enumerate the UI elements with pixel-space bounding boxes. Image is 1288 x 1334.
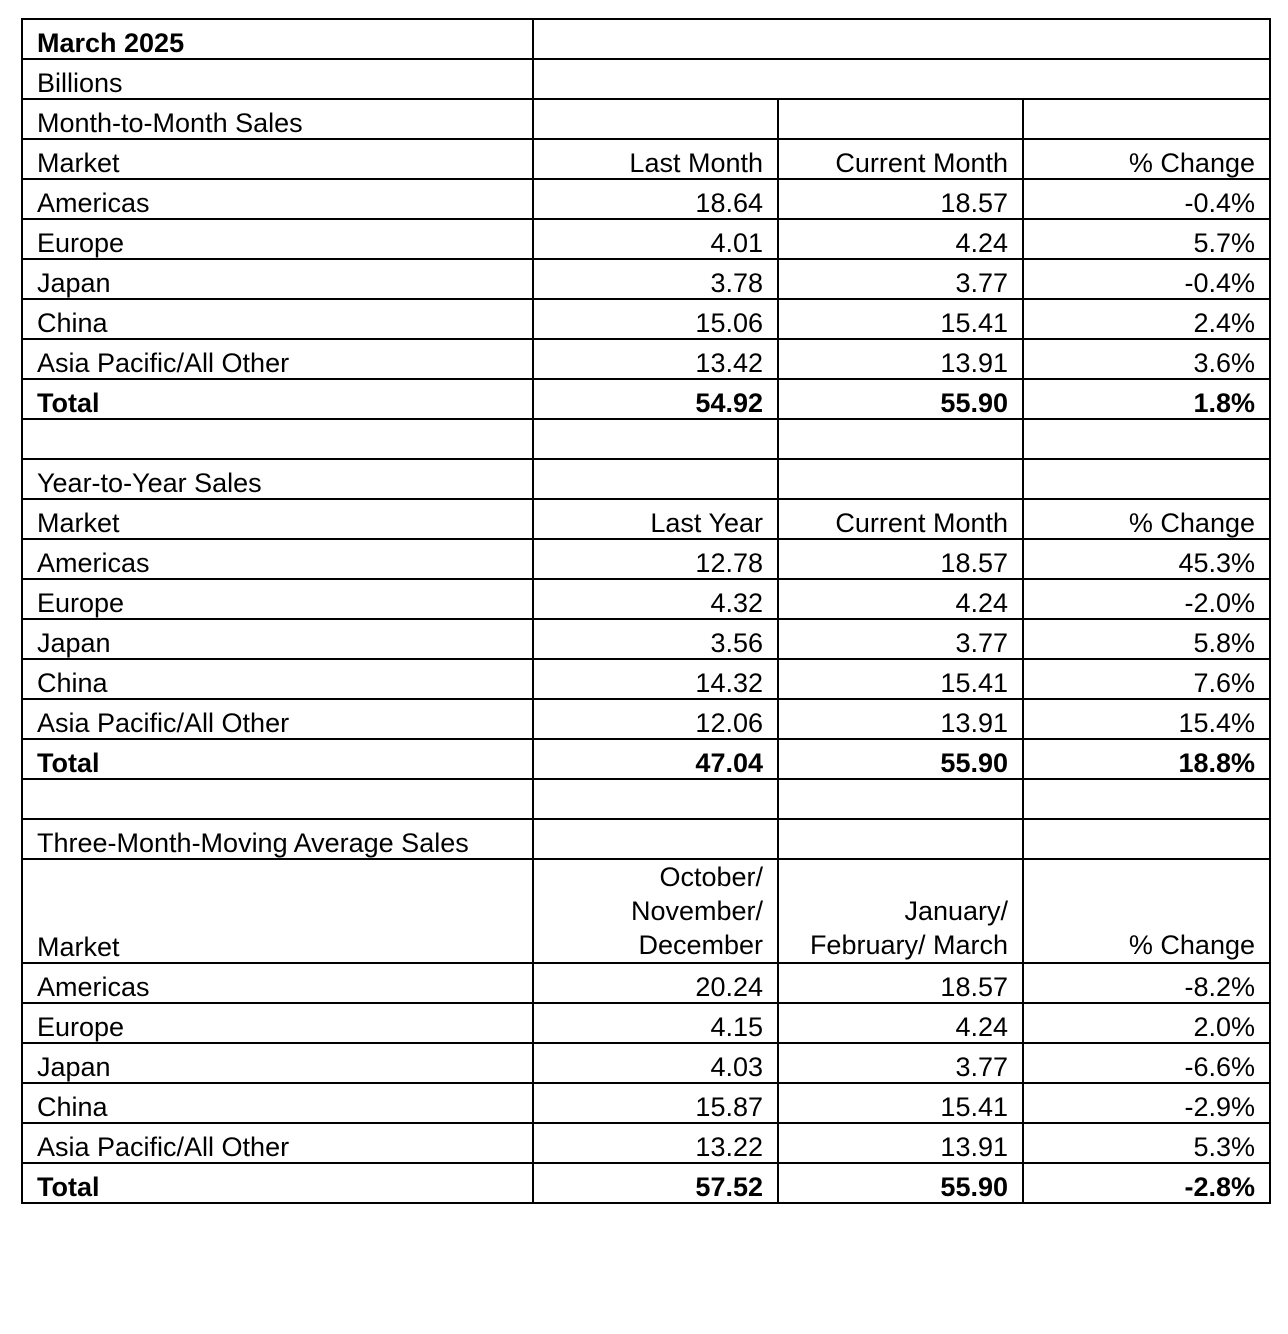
value-a-cell: 12.78 (533, 539, 778, 579)
blank-cell (533, 419, 778, 459)
blank-cell (778, 419, 1023, 459)
value-b-cell: 18.57 (778, 963, 1023, 1003)
column-header-period-b: January/ February/ March (778, 859, 1023, 963)
value-b-cell: 3.77 (778, 1043, 1023, 1083)
value-a-cell: 13.42 (533, 339, 778, 379)
total-row (22, 1163, 1270, 1203)
month-to-month-column-header-row (22, 139, 1270, 179)
spacer-row (22, 419, 1270, 459)
market-cell: Asia Pacific/All Other (22, 699, 533, 739)
change-cell: -8.2% (1023, 963, 1270, 1003)
market-cell: Japan (22, 619, 533, 659)
blank-cell (533, 19, 1270, 59)
value-b-cell: 18.57 (778, 179, 1023, 219)
market-cell: Asia Pacific/All Other (22, 339, 533, 379)
market-cell: Japan (22, 1043, 533, 1083)
table-row (22, 619, 1270, 659)
value-b-cell: 55.90 (778, 739, 1023, 779)
change-cell: 3.6% (1023, 339, 1270, 379)
change-cell: -2.0% (1023, 579, 1270, 619)
value-a-cell: 4.03 (533, 1043, 778, 1083)
market-cell: Europe (22, 1003, 533, 1043)
value-a-cell: 18.64 (533, 179, 778, 219)
market-cell: China (22, 1083, 533, 1123)
market-cell: Total (22, 739, 533, 779)
year-to-year-heading: Year-to-Year Sales (22, 459, 533, 499)
value-b-cell: 13.91 (778, 699, 1023, 739)
market-cell: Europe (22, 219, 533, 259)
month-to-month-heading-row (22, 99, 1270, 139)
column-header-market: Market (22, 859, 533, 963)
change-cell: -2.8% (1023, 1163, 1270, 1203)
blank-cell (1023, 459, 1270, 499)
column-header-change: % Change (1023, 499, 1270, 539)
market-cell: China (22, 299, 533, 339)
value-a-cell: 3.56 (533, 619, 778, 659)
total-row (22, 739, 1270, 779)
table-row (22, 259, 1270, 299)
blank-cell (1023, 819, 1270, 859)
unit-row (22, 59, 1270, 99)
value-a-cell: 20.24 (533, 963, 778, 1003)
value-a-cell: 14.32 (533, 659, 778, 699)
column-header-change: % Change (1023, 859, 1270, 963)
change-cell: -0.4% (1023, 179, 1270, 219)
blank-cell (778, 459, 1023, 499)
table-row (22, 1043, 1270, 1083)
column-header-market: Market (22, 499, 533, 539)
value-b-cell: 18.57 (778, 539, 1023, 579)
column-header-market: Market (22, 139, 533, 179)
market-cell: Americas (22, 179, 533, 219)
spacer-row (22, 779, 1270, 819)
year-to-year-column-header-row (22, 499, 1270, 539)
market-cell: Europe (22, 579, 533, 619)
value-b-cell: 3.77 (778, 259, 1023, 299)
change-cell: 5.8% (1023, 619, 1270, 659)
column-header-period-a: Last Year (533, 499, 778, 539)
market-cell: Asia Pacific/All Other (22, 1123, 533, 1163)
value-b-cell: 55.90 (778, 1163, 1023, 1203)
blank-cell (533, 99, 778, 139)
value-b-cell: 13.91 (778, 1123, 1023, 1163)
value-a-cell: 47.04 (533, 739, 778, 779)
total-row (22, 379, 1270, 419)
table-row (22, 299, 1270, 339)
table-row (22, 1123, 1270, 1163)
table-row (22, 579, 1270, 619)
three-month-moving-average-heading: Three-Month-Moving Average Sales (22, 819, 533, 859)
value-b-cell: 13.91 (778, 339, 1023, 379)
blank-cell (778, 779, 1023, 819)
report-title: March 2025 (22, 19, 533, 59)
market-cell: Japan (22, 259, 533, 299)
change-cell: 2.0% (1023, 1003, 1270, 1043)
blank-cell (778, 819, 1023, 859)
value-b-cell: 15.41 (778, 299, 1023, 339)
value-b-cell: 4.24 (778, 579, 1023, 619)
value-a-cell: 4.32 (533, 579, 778, 619)
value-b-cell: 15.41 (778, 1083, 1023, 1123)
sales-report-table (21, 18, 1271, 1204)
change-cell: -6.6% (1023, 1043, 1270, 1083)
market-cell: China (22, 659, 533, 699)
blank-cell (22, 419, 533, 459)
value-a-cell: 57.52 (533, 1163, 778, 1203)
unit-label: Billions (22, 59, 533, 99)
blank-cell (778, 99, 1023, 139)
market-cell: Total (22, 1163, 533, 1203)
value-a-cell: 4.01 (533, 219, 778, 259)
column-header-period-a: Last Month (533, 139, 778, 179)
blank-cell (533, 819, 778, 859)
value-b-cell: 4.24 (778, 219, 1023, 259)
three-month-moving-average-heading-row (22, 819, 1270, 859)
table-row (22, 179, 1270, 219)
value-a-cell: 15.06 (533, 299, 778, 339)
change-cell: 18.8% (1023, 739, 1270, 779)
change-cell: 15.4% (1023, 699, 1270, 739)
table-row (22, 539, 1270, 579)
blank-cell (533, 779, 778, 819)
table-row (22, 219, 1270, 259)
change-cell: 5.7% (1023, 219, 1270, 259)
table-row (22, 963, 1270, 1003)
table-row (22, 699, 1270, 739)
blank-cell (1023, 779, 1270, 819)
blank-cell (22, 779, 533, 819)
value-b-cell: 55.90 (778, 379, 1023, 419)
table-row (22, 1083, 1270, 1123)
value-a-cell: 13.22 (533, 1123, 778, 1163)
value-b-cell: 4.24 (778, 1003, 1023, 1043)
blank-cell (533, 59, 1270, 99)
column-header-period-b: Current Month (778, 139, 1023, 179)
value-a-cell: 54.92 (533, 379, 778, 419)
change-cell: 1.8% (1023, 379, 1270, 419)
month-to-month-heading: Month-to-Month Sales (22, 99, 533, 139)
blank-cell (1023, 99, 1270, 139)
year-to-year-heading-row (22, 459, 1270, 499)
change-cell: 7.6% (1023, 659, 1270, 699)
value-a-cell: 15.87 (533, 1083, 778, 1123)
change-cell: -2.9% (1023, 1083, 1270, 1123)
change-cell: 5.3% (1023, 1123, 1270, 1163)
change-cell: 45.3% (1023, 539, 1270, 579)
value-a-cell: 4.15 (533, 1003, 778, 1043)
market-cell: Total (22, 379, 533, 419)
table-row (22, 339, 1270, 379)
value-a-cell: 12.06 (533, 699, 778, 739)
market-cell: Americas (22, 539, 533, 579)
value-b-cell: 15.41 (778, 659, 1023, 699)
change-cell: -0.4% (1023, 259, 1270, 299)
column-header-period-b: Current Month (778, 499, 1023, 539)
column-header-change: % Change (1023, 139, 1270, 179)
blank-cell (1023, 419, 1270, 459)
table-row (22, 659, 1270, 699)
column-header-period-a: October/ November/ December (533, 859, 778, 963)
blank-cell (533, 459, 778, 499)
change-cell: 2.4% (1023, 299, 1270, 339)
table-row (22, 1003, 1270, 1043)
value-a-cell: 3.78 (533, 259, 778, 299)
three-month-moving-average-column-header-row (22, 859, 1270, 963)
market-cell: Americas (22, 963, 533, 1003)
value-b-cell: 3.77 (778, 619, 1023, 659)
report-title-row (22, 19, 1270, 59)
